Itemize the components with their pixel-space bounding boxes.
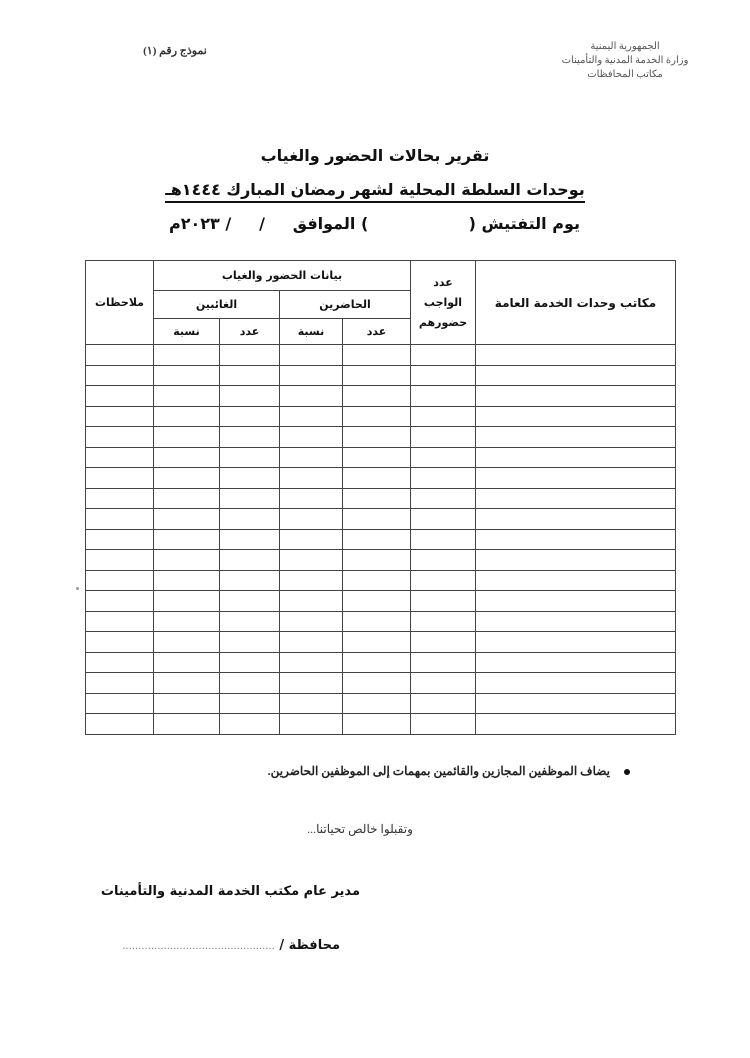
cell-absent-percent[interactable] [154, 673, 220, 694]
table-row [86, 365, 676, 386]
header-line-republic: الجمهورية اليمنية [590, 41, 660, 52]
cell-present-count[interactable] [343, 693, 411, 714]
cell-unit[interactable] [476, 386, 676, 407]
cell-present-percent[interactable] [280, 673, 343, 694]
cell-absent-percent[interactable] [154, 345, 220, 366]
cell-present-percent[interactable] [280, 509, 343, 530]
table-row [86, 406, 676, 427]
cell-absent-percent[interactable] [154, 693, 220, 714]
cell-notes[interactable] [86, 714, 154, 735]
cell-present-percent[interactable] [280, 386, 343, 407]
day-field[interactable] [265, 214, 276, 233]
table-row [86, 468, 676, 489]
cell-present-percent[interactable] [280, 427, 343, 448]
cell-absent-count[interactable] [220, 652, 280, 673]
cell-present-percent[interactable] [280, 488, 343, 509]
governorate-label: محافظة / [279, 938, 340, 953]
ministry-header [520, 40, 730, 82]
cell-required[interactable] [411, 611, 476, 632]
cell-absent-percent[interactable] [154, 427, 220, 448]
table-row [86, 714, 676, 735]
cell-absent-count[interactable] [220, 673, 280, 694]
cell-absent-percent[interactable] [154, 611, 220, 632]
cell-absent-count[interactable] [220, 447, 280, 468]
cell-unit[interactable] [476, 570, 676, 591]
cell-unit[interactable] [476, 345, 676, 366]
cell-absent-count[interactable] [220, 714, 280, 735]
table-body [86, 345, 676, 735]
cell-present-percent[interactable] [280, 529, 343, 550]
table-row [86, 427, 676, 448]
cell-unit[interactable] [476, 611, 676, 632]
header-attendance-data: بيانات الحضور والغياب [154, 261, 411, 291]
cell-absent-percent[interactable] [154, 365, 220, 386]
cell-absent-count[interactable] [220, 386, 280, 407]
cell-absent-percent[interactable] [154, 488, 220, 509]
cell-unit[interactable] [476, 591, 676, 612]
cell-absent-percent[interactable] [154, 652, 220, 673]
cell-required[interactable] [411, 550, 476, 571]
cell-present-count[interactable] [343, 632, 411, 653]
cell-unit[interactable] [476, 550, 676, 571]
header-units: مكاتب وحدات الخدمة العامة [476, 261, 676, 345]
header-line-ministry: وزارة الخدمة المدنية والتأمينات [561, 55, 689, 66]
cell-notes[interactable] [86, 386, 154, 407]
cell-absent-count[interactable] [220, 468, 280, 489]
cell-absent-count[interactable] [220, 693, 280, 714]
corresponding-label: الموافق [292, 214, 356, 233]
cell-required[interactable] [411, 468, 476, 489]
cell-present-percent[interactable] [280, 632, 343, 653]
cell-absent-count[interactable] [220, 345, 280, 366]
cell-unit[interactable] [476, 714, 676, 735]
cell-notes[interactable] [86, 365, 154, 386]
cell-present-count[interactable] [343, 427, 411, 448]
header-present: الحاضرين [280, 291, 411, 319]
header-absent-count: عدد [220, 319, 280, 345]
cell-absent-percent[interactable] [154, 632, 220, 653]
cell-present-percent[interactable] [280, 447, 343, 468]
cell-required[interactable] [411, 386, 476, 407]
cell-unit[interactable] [476, 632, 676, 653]
closing-greeting: وتقبلوا خالص تحياتنا... [307, 822, 413, 836]
governorate-line [110, 938, 340, 953]
cell-notes[interactable] [86, 550, 154, 571]
cell-present-percent[interactable] [280, 693, 343, 714]
table-row [86, 611, 676, 632]
cell-required[interactable] [411, 406, 476, 427]
cell-absent-count[interactable] [220, 591, 280, 612]
cell-present-count[interactable] [343, 570, 411, 591]
table-row [86, 693, 676, 714]
cell-present-percent[interactable] [280, 365, 343, 386]
cell-absent-count[interactable] [220, 550, 280, 571]
cell-notes[interactable] [86, 632, 154, 653]
report-subtitle-text: بوحدات السلطة المحلية لشهر رمضان المبارك ١٤٤٤هـ [165, 180, 585, 203]
cell-required[interactable] [411, 673, 476, 694]
cell-required[interactable] [411, 591, 476, 612]
month-field[interactable] [231, 214, 242, 233]
table-row [86, 488, 676, 509]
note-bullet [200, 764, 630, 779]
cell-absent-percent[interactable] [154, 468, 220, 489]
cell-present-count[interactable] [343, 488, 411, 509]
cell-present-percent[interactable] [280, 714, 343, 735]
cell-absent-count[interactable] [220, 406, 280, 427]
table-row [86, 570, 676, 591]
cell-absent-percent[interactable] [154, 406, 220, 427]
cell-absent-count[interactable] [220, 611, 280, 632]
cell-present-percent[interactable] [280, 550, 343, 571]
cell-absent-count[interactable] [220, 427, 280, 448]
cell-present-count[interactable] [343, 714, 411, 735]
cell-present-count[interactable] [343, 509, 411, 530]
cell-required[interactable] [411, 632, 476, 653]
cell-present-percent[interactable] [280, 652, 343, 673]
cell-required[interactable] [411, 529, 476, 550]
cell-present-percent[interactable] [280, 345, 343, 366]
table-row [86, 529, 676, 550]
table-row [86, 591, 676, 612]
cell-unit[interactable] [476, 509, 676, 530]
bullet-icon [624, 769, 630, 775]
cell-notes[interactable] [86, 509, 154, 530]
cell-present-percent[interactable] [280, 611, 343, 632]
header-present-percent: نسبة [280, 319, 343, 345]
cell-present-count[interactable] [343, 468, 411, 489]
cell-required[interactable] [411, 693, 476, 714]
report-subtitle [0, 180, 750, 199]
report-title: تقرير بحالات الحضور والغياب [260, 146, 490, 165]
cell-present-count[interactable] [343, 550, 411, 571]
cell-required[interactable] [411, 570, 476, 591]
header-required-count: عدد الواجب حضورهم [411, 261, 476, 345]
header-absent-percent: نسبة [154, 319, 220, 345]
cell-present-count[interactable] [343, 529, 411, 550]
cell-present-count[interactable] [343, 673, 411, 694]
cell-notes[interactable] [86, 488, 154, 509]
cell-required[interactable] [411, 714, 476, 735]
cell-notes[interactable] [86, 591, 154, 612]
cell-absent-percent[interactable] [154, 447, 220, 468]
table-row [86, 447, 676, 468]
form-number: نموذج رقم (١) [143, 45, 207, 57]
cell-absent-count[interactable] [220, 632, 280, 653]
cell-absent-percent[interactable] [154, 591, 220, 612]
cell-required[interactable] [411, 345, 476, 366]
cell-absent-percent[interactable] [154, 550, 220, 571]
cell-absent-count[interactable] [220, 509, 280, 530]
cell-notes[interactable] [86, 673, 154, 694]
table-row [86, 550, 676, 571]
cell-unit[interactable] [476, 652, 676, 673]
cell-present-count[interactable] [343, 591, 411, 612]
cell-required[interactable] [411, 488, 476, 509]
cell-absent-percent[interactable] [154, 570, 220, 591]
cell-unit[interactable] [476, 529, 676, 550]
cell-unit[interactable] [476, 427, 676, 448]
cell-notes[interactable] [86, 693, 154, 714]
cell-unit[interactable] [476, 673, 676, 694]
inspection-day-label: يوم التفتيش ( [468, 214, 580, 233]
cell-notes[interactable] [86, 406, 154, 427]
cell-present-percent[interactable] [280, 570, 343, 591]
inspection-day-field[interactable] [368, 214, 468, 233]
table-row [86, 673, 676, 694]
header-line-offices: مكاتب المحافظات [587, 69, 663, 80]
table-row [86, 632, 676, 653]
year-label: ٢٠٢٣م [168, 214, 220, 233]
cell-present-count[interactable] [343, 386, 411, 407]
cell-unit[interactable] [476, 693, 676, 714]
cell-absent-count[interactable] [220, 529, 280, 550]
header-absent: الغائبين [154, 291, 280, 319]
cell-notes[interactable] [86, 611, 154, 632]
cell-absent-count[interactable] [220, 488, 280, 509]
cell-unit[interactable] [476, 406, 676, 427]
cell-present-percent[interactable] [280, 591, 343, 612]
cell-present-count[interactable] [343, 345, 411, 366]
cell-present-count[interactable] [343, 447, 411, 468]
cell-present-count[interactable] [343, 652, 411, 673]
cell-absent-count[interactable] [220, 365, 280, 386]
cell-notes[interactable] [86, 447, 154, 468]
cell-absent-count[interactable] [220, 570, 280, 591]
cell-present-percent[interactable] [280, 406, 343, 427]
cell-required[interactable] [411, 365, 476, 386]
attendance-table [85, 260, 676, 735]
table-row [86, 345, 676, 366]
cell-absent-percent[interactable] [154, 386, 220, 407]
cell-unit[interactable] [476, 488, 676, 509]
cell-unit[interactable] [476, 447, 676, 468]
cell-notes[interactable] [86, 427, 154, 448]
governorate-field[interactable]: ................................................ [122, 941, 275, 952]
cell-required[interactable] [411, 447, 476, 468]
table-row [86, 509, 676, 530]
header-present-count: عدد [343, 319, 411, 345]
cell-unit[interactable] [476, 468, 676, 489]
cell-notes[interactable] [86, 468, 154, 489]
cell-required[interactable] [411, 509, 476, 530]
cell-present-count[interactable] [343, 406, 411, 427]
cell-absent-percent[interactable] [154, 509, 220, 530]
table-row [86, 386, 676, 407]
cell-present-percent[interactable] [280, 468, 343, 489]
cell-absent-percent[interactable] [154, 714, 220, 735]
header-notes: ملاحظات [86, 261, 154, 345]
cell-required[interactable] [411, 427, 476, 448]
signer-title: مدير عام مكتب الخدمة المدنية والتأمينات [100, 884, 360, 899]
cell-notes[interactable] [86, 345, 154, 366]
cell-absent-percent[interactable] [154, 529, 220, 550]
cell-notes[interactable] [86, 570, 154, 591]
cell-notes[interactable] [86, 529, 154, 550]
cell-required[interactable] [411, 652, 476, 673]
inspection-date-line: يوم التفتيش ( ) الموافق / / ٢٠٢٣م [168, 214, 580, 233]
cell-notes[interactable] [86, 652, 154, 673]
table-row [86, 652, 676, 673]
scan-speck [76, 587, 79, 590]
cell-present-count[interactable] [343, 365, 411, 386]
note-text: يضاف الموظفين المجازين والقائمين بمهمات إلى الموظفين الحاضرين. [267, 764, 610, 778]
cell-present-count[interactable] [343, 611, 411, 632]
cell-unit[interactable] [476, 365, 676, 386]
